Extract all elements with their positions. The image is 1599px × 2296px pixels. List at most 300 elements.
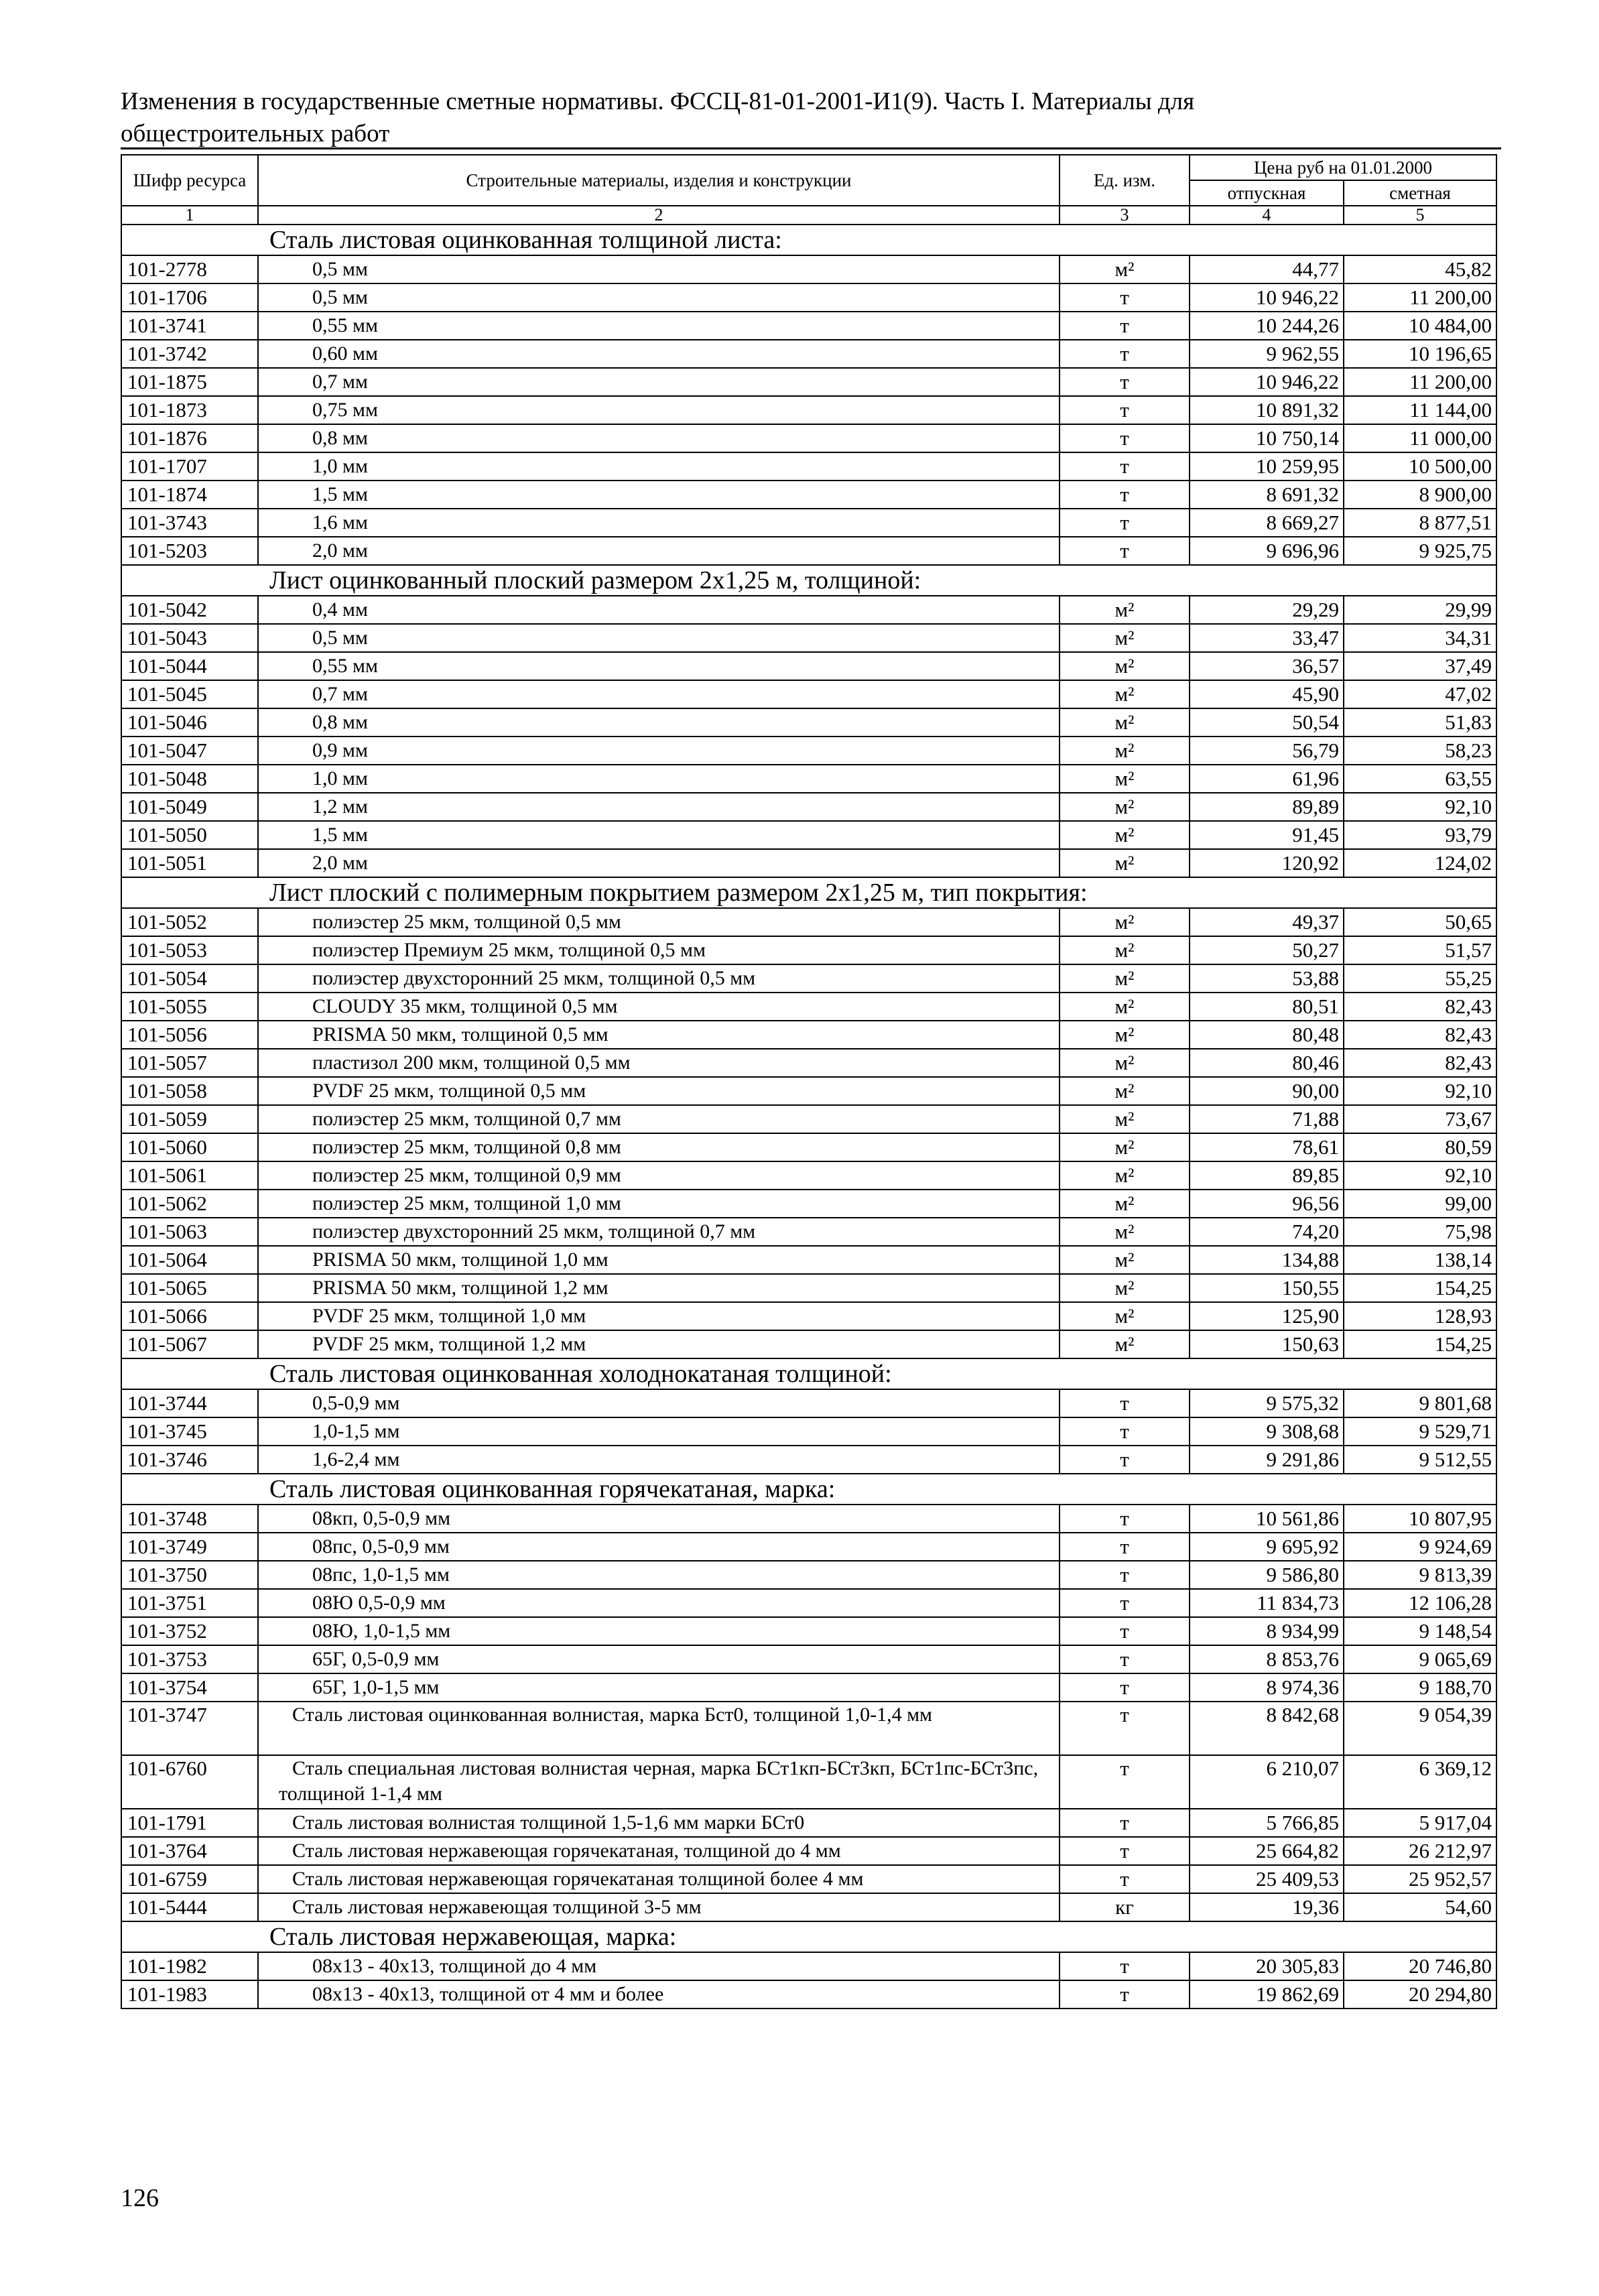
col-header-release: отпускная (1190, 180, 1344, 206)
release-price: 8 669,27 (1190, 509, 1344, 537)
release-price: 80,46 (1190, 1049, 1344, 1077)
unit: т (1060, 1617, 1190, 1645)
table-row (121, 1161, 1496, 1190)
estimate-price: 51,83 (1344, 708, 1496, 737)
material-name: PVDF 25 мкм, толщиной 1,2 мм (258, 1330, 1060, 1358)
material-name: полиэстер двухсторонний 25 мкм, толщиной 0,5 мм (258, 964, 1060, 993)
unit: м² (1060, 1049, 1190, 1077)
resource-code: 101-1875 (121, 368, 258, 396)
unit: т (1060, 1865, 1190, 1893)
resource-code: 101-5044 (121, 652, 258, 680)
material-name: 08Ю, 1,0-1,5 мм (258, 1617, 1060, 1645)
material-name: 08пс, 0,5-0,9 мм (258, 1533, 1060, 1561)
material-name: 1,5 мм (258, 481, 1060, 509)
table-row (121, 1302, 1496, 1330)
resource-code: 101-5055 (121, 993, 258, 1021)
material-name: Сталь листовая волнистая толщиной 1,5-1,6 мм марки БСт0 (258, 1809, 1060, 1837)
estimate-price: 11 200,00 (1344, 368, 1496, 396)
table-row (121, 765, 1496, 793)
table-row (121, 1274, 1496, 1302)
resource-code: 101-5050 (121, 821, 258, 849)
table-row (121, 821, 1496, 849)
estimate-price: 9 054,39 (1344, 1702, 1496, 1755)
unit: т (1060, 1505, 1190, 1533)
material-name: полиэстер Премиум 25 мкм, толщиной 0,5 мм (258, 936, 1060, 964)
unit: м² (1060, 596, 1190, 624)
estimate-price: 45,82 (1344, 255, 1496, 283)
page-header (121, 86, 1501, 150)
unit: т (1060, 1645, 1190, 1673)
table-row (121, 1893, 1496, 1921)
section-title: Сталь листовая оцинкованная холоднокатаная толщиной: (121, 1358, 1496, 1389)
material-name: PRISMA 50 мкм, толщиной 0,5 мм (258, 1021, 1060, 1049)
release-price: 71,88 (1190, 1105, 1344, 1133)
unit: т (1060, 1533, 1190, 1561)
table-row (121, 255, 1496, 283)
unit: т (1060, 537, 1190, 565)
unit: т (1060, 481, 1190, 509)
resource-code: 101-5052 (121, 908, 258, 936)
resource-code: 101-5049 (121, 793, 258, 821)
resource-code: 101-5063 (121, 1218, 258, 1246)
resource-code: 101-6760 (121, 1755, 258, 1809)
estimate-price: 11 200,00 (1344, 283, 1496, 312)
release-price: 8 853,76 (1190, 1645, 1344, 1673)
resource-code: 101-5048 (121, 765, 258, 793)
resource-code: 101-5046 (121, 708, 258, 737)
col-header-unit: Ед. изм. (1060, 155, 1190, 206)
section-title: Сталь листовая оцинкованная толщиной листа: (121, 225, 1496, 255)
section-row (121, 1921, 1496, 1952)
table-row (121, 708, 1496, 737)
material-name: полиэстер 25 мкм, толщиной 1,0 мм (258, 1190, 1060, 1218)
table-row (121, 1952, 1496, 1980)
resource-code: 101-5066 (121, 1302, 258, 1330)
release-price: 8 974,36 (1190, 1673, 1344, 1702)
col-header-estimate: сметная (1344, 180, 1496, 206)
estimate-price: 63,55 (1344, 765, 1496, 793)
resource-code: 101-3741 (121, 312, 258, 340)
estimate-price: 10 500,00 (1344, 452, 1496, 481)
material-name: 1,5 мм (258, 821, 1060, 849)
unit: м² (1060, 255, 1190, 283)
estimate-price: 124,02 (1344, 849, 1496, 877)
material-name: 0,60 мм (258, 340, 1060, 368)
resource-code: 101-5045 (121, 680, 258, 708)
estimate-price: 82,43 (1344, 1021, 1496, 1049)
table-row (121, 1133, 1496, 1161)
unit: м² (1060, 1133, 1190, 1161)
material-name: 0,5 мм (258, 255, 1060, 283)
resource-code: 101-3752 (121, 1617, 258, 1645)
table-row (121, 1645, 1496, 1673)
release-price: 10 259,95 (1190, 452, 1344, 481)
col-header-price: Цена руб на 01.01.2000 (1190, 155, 1496, 180)
release-price: 19,36 (1190, 1893, 1344, 1921)
unit: м² (1060, 1302, 1190, 1330)
release-price: 8 691,32 (1190, 481, 1344, 509)
material-name: PRISMA 50 мкм, толщиной 1,0 мм (258, 1246, 1060, 1274)
table-row (121, 509, 1496, 537)
unit: м² (1060, 708, 1190, 737)
release-price: 120,92 (1190, 849, 1344, 877)
unit: т (1060, 368, 1190, 396)
unit: т (1060, 424, 1190, 452)
table-row (121, 1755, 1496, 1809)
release-price: 9 696,96 (1190, 537, 1344, 565)
table-row (121, 1589, 1496, 1617)
release-price: 9 575,32 (1190, 1389, 1344, 1417)
estimate-price: 9 813,39 (1344, 1561, 1496, 1589)
material-name: 08Ю 0,5-0,9 мм (258, 1589, 1060, 1617)
release-price: 134,88 (1190, 1246, 1344, 1274)
release-price: 125,90 (1190, 1302, 1344, 1330)
release-price: 44,77 (1190, 255, 1344, 283)
resource-code: 101-5064 (121, 1246, 258, 1274)
table-body (121, 225, 1496, 2008)
unit: м² (1060, 1077, 1190, 1105)
estimate-price: 26 212,97 (1344, 1837, 1496, 1865)
release-price: 10 244,26 (1190, 312, 1344, 340)
resource-code: 101-5043 (121, 624, 258, 652)
material-name: 0,8 мм (258, 708, 1060, 737)
estimate-price: 29,99 (1344, 596, 1496, 624)
resource-code: 101-2778 (121, 255, 258, 283)
table-row (121, 1190, 1496, 1218)
estimate-price: 50,65 (1344, 908, 1496, 936)
col-header-code: Шифр ресурса (121, 155, 258, 206)
resource-code: 101-5060 (121, 1133, 258, 1161)
unit: м² (1060, 1330, 1190, 1358)
unit: т (1060, 340, 1190, 368)
resource-code: 101-3747 (121, 1702, 258, 1755)
table-row (121, 1049, 1496, 1077)
unit: т (1060, 1561, 1190, 1589)
estimate-price: 10 196,65 (1344, 340, 1496, 368)
material-name: Сталь листовая оцинкованная волнистая, марка Бст0, толщиной 1,0-1,4 мм (258, 1702, 1060, 1755)
unit: м² (1060, 1218, 1190, 1246)
unit: т (1060, 1755, 1190, 1809)
resource-code: 101-5067 (121, 1330, 258, 1358)
unit: кг (1060, 1893, 1190, 1921)
material-name: PVDF 25 мкм, толщиной 0,5 мм (258, 1077, 1060, 1105)
material-name: Сталь листовая нержавеющая горячекатаная толщиной более 4 мм (258, 1865, 1060, 1893)
resource-code: 101-3749 (121, 1533, 258, 1561)
material-name: 2,0 мм (258, 537, 1060, 565)
col-header-name: Строительные материалы, изделия и конструкции (258, 155, 1060, 206)
table-row (121, 1673, 1496, 1702)
material-name: 0,8 мм (258, 424, 1060, 452)
material-name: полиэстер 25 мкм, толщиной 0,8 мм (258, 1133, 1060, 1161)
material-name: 65Г, 0,5-0,9 мм (258, 1645, 1060, 1673)
resource-code: 101-5051 (121, 849, 258, 877)
release-price: 25 409,53 (1190, 1865, 1344, 1893)
material-name: 08х13 - 40х13, толщиной от 4 мм и более (258, 1980, 1060, 2008)
material-name: 0,55 мм (258, 652, 1060, 680)
estimate-price: 82,43 (1344, 993, 1496, 1021)
estimate-price: 10 807,95 (1344, 1505, 1496, 1533)
release-price: 9 586,80 (1190, 1561, 1344, 1589)
table-row (121, 652, 1496, 680)
page-number: 126 (121, 2184, 159, 2212)
unit: м² (1060, 1105, 1190, 1133)
resource-code: 101-6759 (121, 1865, 258, 1893)
section-title: Лист оцинкованный плоский размером 2х1,25 м, толщиной: (121, 565, 1496, 596)
resource-code: 101-1874 (121, 481, 258, 509)
estimate-price: 92,10 (1344, 793, 1496, 821)
material-name: 08х13 - 40х13, толщиной до 4 мм (258, 1952, 1060, 1980)
release-price: 80,51 (1190, 993, 1344, 1021)
release-price: 150,63 (1190, 1330, 1344, 1358)
resource-code: 101-5203 (121, 537, 258, 565)
header-line-1: Изменения в государственные сметные нормативы. ФССЦ-81-01-2001-И1(9). Часть I. Материалы для (121, 88, 1195, 115)
material-name: 0,75 мм (258, 396, 1060, 424)
estimate-price: 37,49 (1344, 652, 1496, 680)
release-price: 74,20 (1190, 1218, 1344, 1246)
material-name: PVDF 25 мкм, толщиной 1,0 мм (258, 1302, 1060, 1330)
unit: м² (1060, 1246, 1190, 1274)
release-price: 150,55 (1190, 1274, 1344, 1302)
col-number: 2 (258, 206, 1060, 225)
table-row (121, 993, 1496, 1021)
material-name: 0,9 мм (258, 737, 1060, 765)
table-row (121, 424, 1496, 452)
section-row (121, 877, 1496, 908)
resource-code: 101-3754 (121, 1673, 258, 1702)
release-price: 9 962,55 (1190, 340, 1344, 368)
section-row (121, 1358, 1496, 1389)
col-number: 3 (1060, 206, 1190, 225)
estimate-price: 73,67 (1344, 1105, 1496, 1133)
table-row (121, 1417, 1496, 1446)
unit: м² (1060, 993, 1190, 1021)
release-price: 36,57 (1190, 652, 1344, 680)
estimate-price: 11 144,00 (1344, 396, 1496, 424)
estimate-price: 9 188,70 (1344, 1673, 1496, 1702)
section-row (121, 565, 1496, 596)
resource-code: 101-5061 (121, 1161, 258, 1190)
table-row (121, 624, 1496, 652)
table-row (121, 1837, 1496, 1865)
release-price: 9 291,86 (1190, 1446, 1344, 1474)
material-name: полиэстер 25 мкм, толщиной 0,5 мм (258, 908, 1060, 936)
table-row (121, 596, 1496, 624)
resource-code: 101-3746 (121, 1446, 258, 1474)
estimate-price: 9 148,54 (1344, 1617, 1496, 1645)
release-price: 33,47 (1190, 624, 1344, 652)
material-name: PRISMA 50 мкм, толщиной 1,2 мм (258, 1274, 1060, 1302)
release-price: 19 862,69 (1190, 1980, 1344, 2008)
release-price: 45,90 (1190, 680, 1344, 708)
table-row (121, 1021, 1496, 1049)
table-row (121, 1077, 1496, 1105)
unit: м² (1060, 821, 1190, 849)
table-row (121, 936, 1496, 964)
resource-code: 101-5059 (121, 1105, 258, 1133)
price-table (121, 154, 1497, 2009)
material-name: 0,5 мм (258, 283, 1060, 312)
header-line-2: общестроительных работ (121, 120, 390, 147)
estimate-price: 9 529,71 (1344, 1417, 1496, 1446)
resource-code: 101-5053 (121, 936, 258, 964)
col-number: 4 (1190, 206, 1344, 225)
estimate-price: 138,14 (1344, 1246, 1496, 1274)
unit: т (1060, 1589, 1190, 1617)
estimate-price: 92,10 (1344, 1077, 1496, 1105)
unit: т (1060, 509, 1190, 537)
resource-code: 101-5444 (121, 1893, 258, 1921)
release-price: 89,89 (1190, 793, 1344, 821)
table-row (121, 1505, 1496, 1533)
unit: м² (1060, 1190, 1190, 1218)
table-row (121, 737, 1496, 765)
release-price: 56,79 (1190, 737, 1344, 765)
material-name: 65Г, 1,0-1,5 мм (258, 1673, 1060, 1702)
table-row (121, 368, 1496, 396)
estimate-price: 10 484,00 (1344, 312, 1496, 340)
estimate-price: 12 106,28 (1344, 1589, 1496, 1617)
section-row (121, 1474, 1496, 1505)
table-row (121, 964, 1496, 993)
material-name: Сталь листовая нержавеющая толщиной 3-5 мм (258, 1893, 1060, 1921)
table-row (121, 1105, 1496, 1133)
release-price: 10 750,14 (1190, 424, 1344, 452)
table-row (121, 452, 1496, 481)
unit: т (1060, 1980, 1190, 2008)
estimate-price: 55,25 (1344, 964, 1496, 993)
material-name: 1,0-1,5 мм (258, 1417, 1060, 1446)
unit: т (1060, 1809, 1190, 1837)
resource-code: 101-5062 (121, 1190, 258, 1218)
material-name: 1,0 мм (258, 452, 1060, 481)
table-row (121, 1617, 1496, 1645)
unit: т (1060, 1702, 1190, 1755)
resource-code: 101-1983 (121, 1980, 258, 2008)
estimate-price: 6 369,12 (1344, 1755, 1496, 1809)
table-row (121, 340, 1496, 368)
resource-code: 101-1873 (121, 396, 258, 424)
table-row (121, 1865, 1496, 1893)
material-name: полиэстер 25 мкм, толщиной 0,9 мм (258, 1161, 1060, 1190)
release-price: 61,96 (1190, 765, 1344, 793)
estimate-price: 128,93 (1344, 1302, 1496, 1330)
resource-code: 101-5057 (121, 1049, 258, 1077)
material-name: 0,4 мм (258, 596, 1060, 624)
estimate-price: 9 512,55 (1344, 1446, 1496, 1474)
table-row (121, 1330, 1496, 1358)
col-number: 1 (121, 206, 258, 225)
unit: м² (1060, 908, 1190, 936)
estimate-price: 93,79 (1344, 821, 1496, 849)
unit: м² (1060, 1161, 1190, 1190)
unit: м² (1060, 652, 1190, 680)
unit: м² (1060, 765, 1190, 793)
estimate-price: 9 925,75 (1344, 537, 1496, 565)
unit: т (1060, 396, 1190, 424)
resource-code: 101-5047 (121, 737, 258, 765)
material-name: 08пс, 1,0-1,5 мм (258, 1561, 1060, 1589)
material-name: 08кп, 0,5-0,9 мм (258, 1505, 1060, 1533)
unit: т (1060, 1417, 1190, 1446)
resource-code: 101-1791 (121, 1809, 258, 1837)
table-row (121, 1446, 1496, 1474)
resource-code: 101-3742 (121, 340, 258, 368)
material-name: 0,5 мм (258, 624, 1060, 652)
table-row (121, 396, 1496, 424)
material-name: 1,2 мм (258, 793, 1060, 821)
estimate-price: 54,60 (1344, 1893, 1496, 1921)
estimate-price: 58,23 (1344, 737, 1496, 765)
unit: м² (1060, 936, 1190, 964)
release-price: 6 210,07 (1190, 1755, 1344, 1809)
table-row (121, 849, 1496, 877)
material-name: 0,7 мм (258, 368, 1060, 396)
release-price: 10 891,32 (1190, 396, 1344, 424)
table-row (121, 680, 1496, 708)
material-name: 1,0 мм (258, 765, 1060, 793)
table-row (121, 312, 1496, 340)
section-title: Сталь листовая оцинкованная горячекатаная, марка: (121, 1474, 1496, 1505)
resource-code: 101-3753 (121, 1645, 258, 1673)
col-number: 5 (1344, 206, 1496, 225)
estimate-price: 20 746,80 (1344, 1952, 1496, 1980)
release-price: 10 946,22 (1190, 368, 1344, 396)
release-price: 89,85 (1190, 1161, 1344, 1190)
estimate-price: 9 924,69 (1344, 1533, 1496, 1561)
section-row (121, 225, 1496, 255)
section-title: Лист плоский с полимерным покрытием размером 2х1,25 м, тип покрытия: (121, 877, 1496, 908)
estimate-price: 92,10 (1344, 1161, 1496, 1190)
material-name: 1,6 мм (258, 509, 1060, 537)
unit: м² (1060, 1274, 1190, 1302)
estimate-price: 5 917,04 (1344, 1809, 1496, 1837)
table-row (121, 1980, 1496, 2008)
material-name: 0,55 мм (258, 312, 1060, 340)
release-price: 8 842,68 (1190, 1702, 1344, 1755)
release-price: 9 308,68 (1190, 1417, 1344, 1446)
estimate-price: 99,00 (1344, 1190, 1496, 1218)
unit: м² (1060, 1021, 1190, 1049)
table-row (121, 537, 1496, 565)
release-price: 10 561,86 (1190, 1505, 1344, 1533)
table-row (121, 1561, 1496, 1589)
release-price: 50,54 (1190, 708, 1344, 737)
release-price: 53,88 (1190, 964, 1344, 993)
resource-code: 101-1876 (121, 424, 258, 452)
estimate-price: 154,25 (1344, 1330, 1496, 1358)
table-row (121, 1533, 1496, 1561)
release-price: 11 834,73 (1190, 1589, 1344, 1617)
estimate-price: 82,43 (1344, 1049, 1496, 1077)
resource-code: 101-3751 (121, 1589, 258, 1617)
release-price: 8 934,99 (1190, 1617, 1344, 1645)
unit: м² (1060, 680, 1190, 708)
resource-code: 101-1706 (121, 283, 258, 312)
estimate-price: 9 065,69 (1344, 1645, 1496, 1673)
release-price: 90,00 (1190, 1077, 1344, 1105)
resource-code: 101-3748 (121, 1505, 258, 1533)
table-row (121, 908, 1496, 936)
table-row (121, 1218, 1496, 1246)
release-price: 91,45 (1190, 821, 1344, 849)
release-price: 25 664,82 (1190, 1837, 1344, 1865)
unit: т (1060, 283, 1190, 312)
resource-code: 101-3750 (121, 1561, 258, 1589)
release-price: 78,61 (1190, 1133, 1344, 1161)
material-name: полиэстер двухсторонний 25 мкм, толщиной 0,7 мм (258, 1218, 1060, 1246)
estimate-price: 9 801,68 (1344, 1389, 1496, 1417)
material-name: CLOUDY 35 мкм, толщиной 0,5 мм (258, 993, 1060, 1021)
